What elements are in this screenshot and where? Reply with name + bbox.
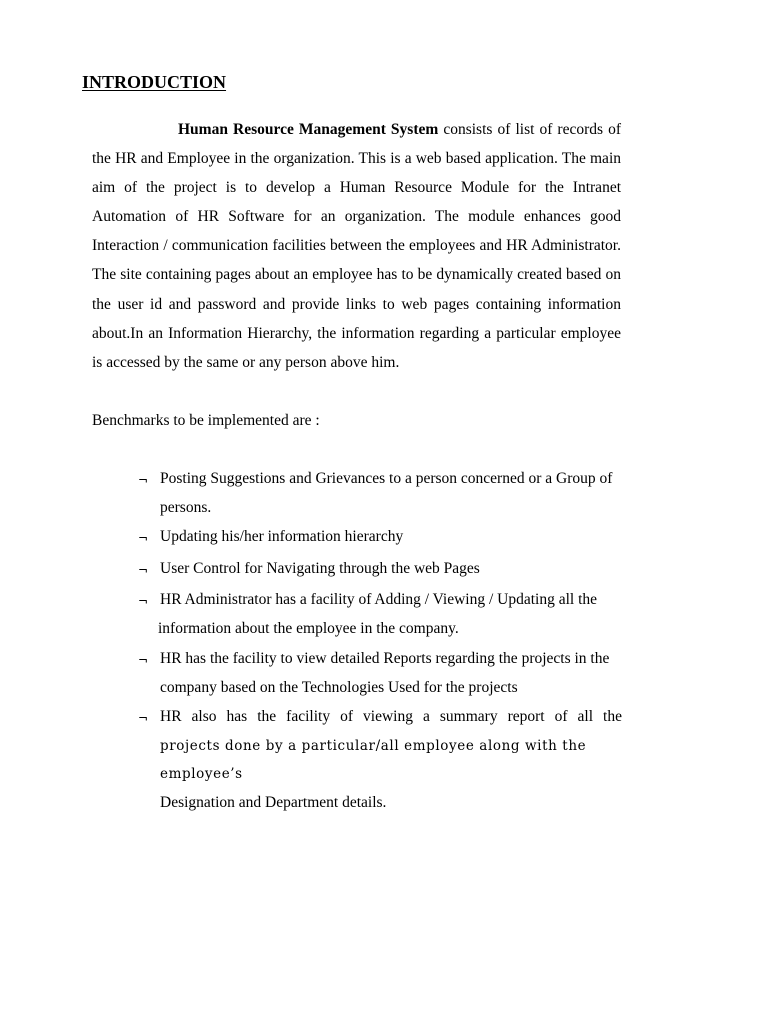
bullet-icon: ¬	[138, 711, 149, 725]
intro-term: Human Resource Management System	[178, 121, 439, 138]
page-title: INTRODUCTION	[82, 72, 227, 92]
bullet-icon: ¬	[138, 562, 149, 577]
benchmarks-list	[138, 465, 622, 817]
bullet-icon: ¬	[138, 531, 149, 545]
list-item-continuation: information about the employee in the company.	[158, 619, 459, 637]
list-item-text: HR has the facility to view detailed Reports regarding the projects in the company based on the Technologies Used for the projects	[160, 650, 610, 696]
intro-paragraph	[92, 115, 621, 377]
bullet-icon: ¬	[138, 653, 149, 667]
list-item	[138, 586, 622, 643]
list-item-text: Posting Suggestions and Grievances to a person concerned or a Group of persons.	[160, 470, 613, 516]
list-item	[138, 703, 622, 817]
list-item	[138, 645, 622, 702]
benchmarks-label: Benchmarks to be implemented are :	[92, 412, 320, 429]
list-item-text: HR also has the facility of viewing a summary report of all the	[160, 708, 622, 725]
list-item-text-line-3: Designation and Department details.	[160, 793, 387, 811]
intro-body-text: consists of list of records of the HR and Employee in the organization. This is a web based application. The main aim of the project is to develop a Human Resource Module for the Intranet Automation of HR Software for an organization. The module enhances good Interaction / communication facilities between the employees and HR Administrator. The site containing pages about an employee has to be dynamically created based on the user id and password and provide links to web pages containing information about.In an Information Hierarchy, the information regarding a particular employee is accessed by the same or any person above him.	[92, 121, 622, 371]
list-item	[138, 465, 622, 522]
list-item	[138, 555, 622, 584]
bullet-icon: ¬	[138, 473, 149, 487]
bullet-icon: ¬	[138, 594, 149, 608]
list-item-text: Updating his/her information hierarchy	[160, 528, 404, 545]
list-item-text-line-2: projects done by a particular/all employee along with the employee’s	[160, 737, 587, 782]
list-item-text: HR Administrator has a facility of Adding / Viewing / Updating all the	[160, 591, 598, 608]
list-item-text: User Control for Navigating through the web Pages	[160, 559, 480, 577]
list-item	[138, 523, 622, 552]
